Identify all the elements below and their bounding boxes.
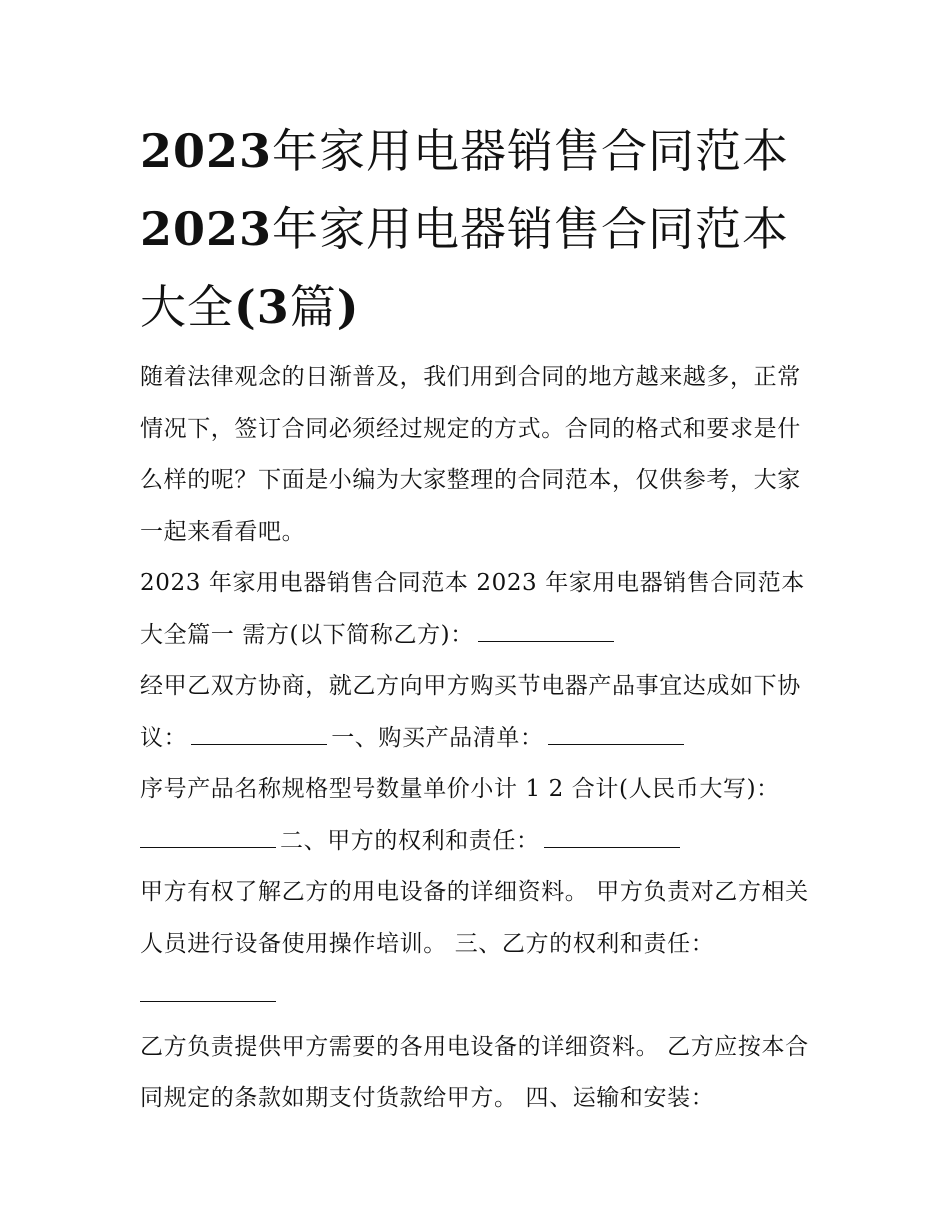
fill-blank bbox=[478, 621, 614, 642]
paragraph-party-a-rights bbox=[140, 867, 820, 1022]
section-two-heading: 二、甲方的权利和责任： bbox=[280, 827, 540, 854]
paragraph-section-two bbox=[140, 816, 820, 868]
title-line2-year: 2023 bbox=[140, 202, 273, 256]
party-a-rights-text: 甲方有权了解乙方的用电设备的详细资料。 甲方负责对乙方相关人员进行设备使用操作培训。 三、乙方的权利和责任： bbox=[140, 879, 809, 957]
fill-blank bbox=[191, 724, 327, 745]
agreement-text: 经甲乙双方协商，就乙方向甲方购买节电器产品事宜达成如下协议： bbox=[140, 673, 801, 751]
fill-blank bbox=[548, 724, 684, 745]
title-line3-count: (3 bbox=[234, 280, 290, 334]
paragraph-agreement bbox=[140, 661, 820, 764]
intro-paragraph: 随着法律观念的日渐普及，我们用到合同的地方越来越多，正常情况下，签订合同必须经过规定的方式。合同的格式和要求是什么样的呢？下面是小编为大家整理的合同范本，仅供参考，大家一起来看看吧。 bbox=[140, 364, 801, 545]
document-title bbox=[140, 112, 820, 346]
party-b-rights-text: 乙方负责提供甲方需要的各用电设备的详细资料。 乙方应按本合同规定的条款如期支付货款给甲方。 四、运输和安装： bbox=[140, 1033, 809, 1111]
title-line3-text-b: 篇 bbox=[289, 280, 337, 334]
fill-blank bbox=[544, 827, 680, 848]
paragraph-product-list bbox=[140, 764, 820, 816]
paragraph-contract-heading bbox=[140, 558, 820, 661]
title-line1-year: 2023 bbox=[140, 124, 273, 178]
paragraph-party-b-rights bbox=[140, 1022, 820, 1125]
title-line2-text: 年家用电器销售合同范本 bbox=[272, 202, 790, 256]
title-line3-close: ) bbox=[336, 280, 360, 334]
contract-heading-text: 2023 年家用电器销售合同范本 2023 年家用电器销售合同范本大全篇一 需方(以下简称乙方)： bbox=[140, 570, 805, 648]
section-one-heading: 一、购买产品清单： bbox=[331, 724, 544, 751]
product-list-text: 序号产品名称规格型号数量单价小计 1 2 合计(人民币大写)： bbox=[140, 776, 780, 802]
title-line1-text: 年家用电器销售合同范本 bbox=[272, 124, 790, 178]
title-line3-text-a: 大全 bbox=[140, 280, 234, 334]
fill-blank bbox=[140, 981, 276, 1002]
fill-blank bbox=[140, 827, 276, 848]
document-page bbox=[140, 112, 820, 1125]
